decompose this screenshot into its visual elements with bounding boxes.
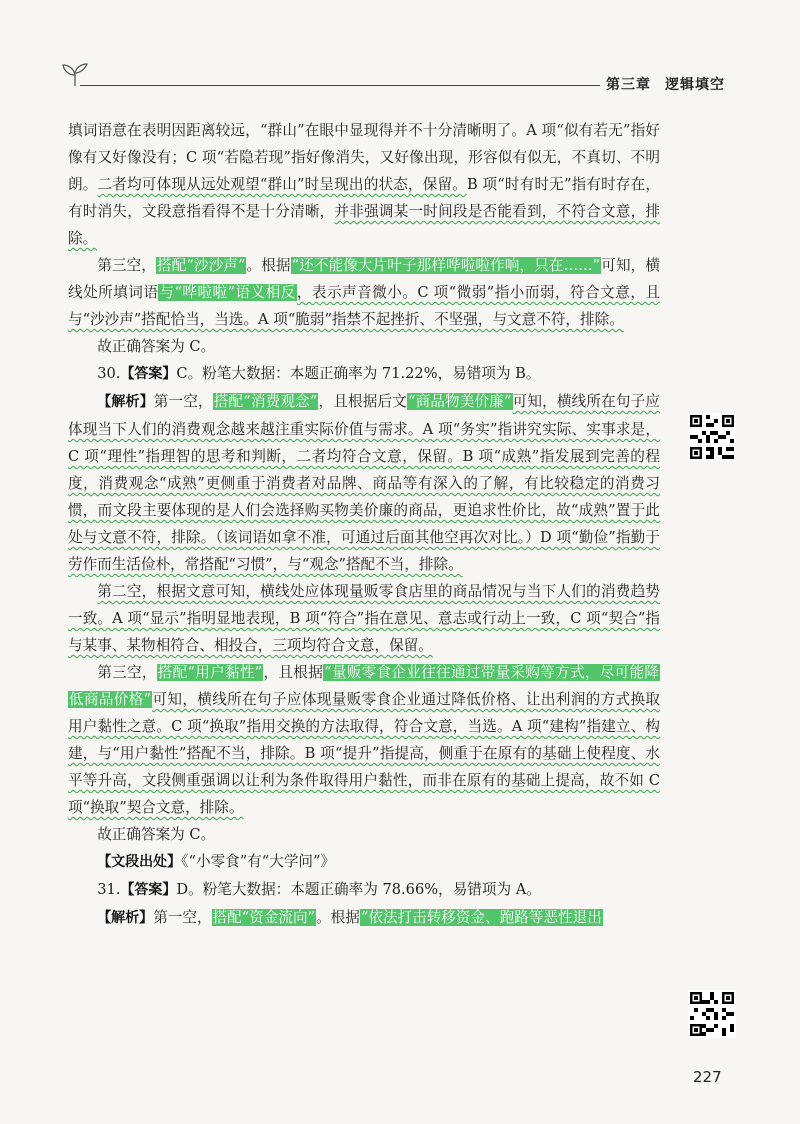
- qr-code-icon[interactable]: [688, 413, 736, 461]
- paragraph-6: [68, 578, 660, 659]
- text-run: D。粉笔大数据：本题正确率为 78.66%，易错项为 A。: [176, 881, 541, 898]
- page-number: 227: [693, 1068, 722, 1086]
- highlight: 搭配“资金流向”: [212, 909, 316, 926]
- underlined-text: 二者均可体现从远处观望“群山”时呈现出的状态，保留。: [97, 176, 468, 193]
- text-run: C。粉笔大数据：本题正确率为 71.22%，易错项为 B。: [176, 365, 541, 382]
- analysis-tag: 【解析】: [97, 394, 154, 410]
- highlight: 与“哗啦啦”语义相反: [159, 284, 296, 301]
- text-run: B 项“时有时无”指有时存在，有时消失，文段意指看得不是十分清晰，: [68, 176, 660, 220]
- qr-code-icon[interactable]: [688, 990, 736, 1038]
- answer-tag: 【答案】: [120, 366, 177, 382]
- source-line: [68, 848, 660, 876]
- question-number: 30.: [97, 365, 121, 382]
- text-run: 第三空，: [97, 257, 156, 274]
- underlined-text: 并非强调某一时间段是否能看到，不符合文意，排除。: [68, 203, 660, 247]
- underlined-text: ，表示声音微小。C 项“微弱”指小而弱，符合文意，且与“沙沙声”搭配恰当，当选。A 项“脆弱”指禁不起挫折、不坚强，与文意不符，排除。: [68, 284, 660, 328]
- text-run: 第一空，: [153, 393, 213, 410]
- text-run: ，且根据后文: [318, 393, 407, 410]
- underlined-text: 可知，横线所在句子应体现当下人们的消费观念越来越注重实际价值与需求。A 项“务实”指讲究实际、实事求是，C 项“理性”指理智的思考和判断，二者均符合文意，保留。B 项“成熟”指发展到完善的程度，消费观念“成熟”更侧重于消费者对品牌、商品等有深入的了解，有比较稳定的消费习惯，而文段主要体现的是人们会选择购买物美价廉的商品，更追求性价比，故“成熟”置于此处与文意不符，排除。（该词语如拿不准，可通过后面其他空再次对比。）D 项“勤俭”指勤于劳作而生活俭朴，常搭配“习惯”，与“观念”搭配不当，排除。: [68, 393, 660, 573]
- source-tag: 【文段出处】: [97, 854, 182, 870]
- highlight: “依法打击转移资金、跑路等恶性退出: [360, 909, 602, 926]
- highlight: “商品物美价廉”: [407, 393, 512, 410]
- highlight: 搭配“消费观念”: [213, 393, 318, 410]
- underlined-text: 可知，横线所在句子应体现量贩零食企业通过降低价格、让出利润的方式换取用户黏性之意。C 项“换取”指用交换的方法取得，符合文意，当选。A 项“建构”指建立、构建，与“用户黏性”搭配不当，排除。B 项“提升”指提高，侧重于在原有的基础上使程度、水平等升高，文段侧重强调以让利为条件取得用户黏性，而非在原有的基础上提高，故不如 C 项“换取”契合文意，排除。: [68, 691, 660, 816]
- text-run: 。根据: [316, 909, 360, 926]
- header-rule: [80, 85, 600, 86]
- answer-31: [68, 876, 660, 904]
- section-label: 逻辑填空: [665, 77, 725, 93]
- answer-30: [68, 360, 660, 388]
- highlight: “还不能像大片叶子那样哗啦啦作响，只在……”: [291, 257, 601, 274]
- page-body: [68, 117, 660, 932]
- text-run: 。根据: [246, 257, 291, 274]
- text-run: 可知，横线处所填词语: [68, 257, 660, 301]
- highlight: “量贩零食企业往往通过带量采购等方式，尽可能降低商品价格”: [69, 664, 659, 708]
- paragraph-7: [68, 659, 660, 821]
- analysis-tag: 【解析】: [97, 910, 154, 926]
- underlined-text: 第二空，根据文意可知，横线处应体现量贩零食店里的商品情况与当下人们的消费趋势一致。A 项“显示”指明显地表现，B 项“符合”指在意见、意志或行动上一致，C 项“契合”指与某事、某物相符合、相投合，三项均符合文意，保留。: [68, 583, 660, 654]
- highlight: 搭配“沙沙声”: [156, 257, 246, 274]
- paragraph-8: 故正确答案为 C。: [97, 826, 216, 843]
- analysis-30: [68, 388, 660, 578]
- text-run: 第一空，: [153, 909, 212, 926]
- paragraph-2: [68, 252, 660, 333]
- paragraph-3: 故正确答案为 C。: [97, 338, 216, 355]
- highlight: 搭配“用户黏性”: [157, 664, 263, 681]
- chapter-title: [606, 74, 725, 94]
- text-run: 第三空，: [97, 664, 157, 681]
- page-header: [0, 0, 800, 110]
- chapter-label: 第三章: [606, 77, 651, 93]
- question-number: 31.: [97, 881, 121, 898]
- text-run: ，且根据: [263, 664, 324, 681]
- text-run: 填词语意在表明因距离较远，“群山”在眼中显现得并不十分清晰明了。A 项“似有若无”指好像有又好像没有；C 项“若隐若现”指好像消失，又好像出现，形容似有似无，不真切、不明朗。: [68, 122, 660, 193]
- paragraph-1: [68, 117, 660, 252]
- source-title: 《“小零食”有“大学问”》: [181, 853, 336, 870]
- analysis-31: [68, 904, 660, 932]
- answer-tag: 【答案】: [120, 882, 177, 898]
